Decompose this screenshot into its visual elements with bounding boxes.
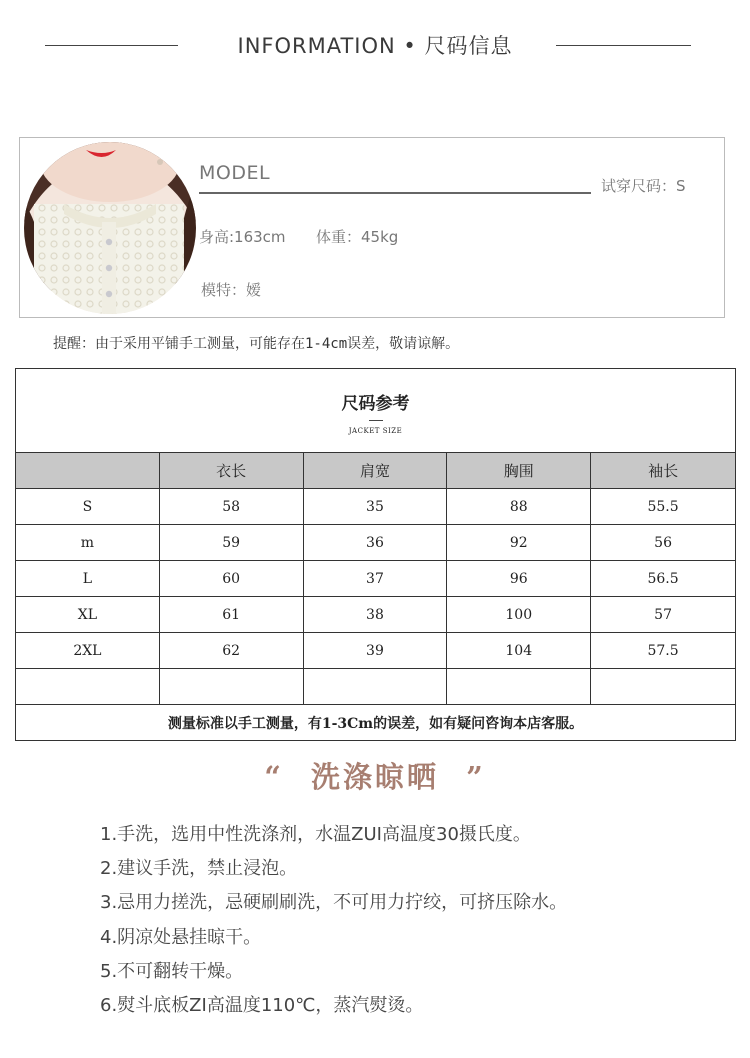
value-cell: 88 [447, 489, 591, 525]
table-row [16, 633, 736, 669]
column-header: 衣长 [159, 453, 303, 489]
empty-cell [447, 669, 591, 705]
value-cell: 57.5 [591, 633, 736, 669]
page-title: INFORMATION • 尺码信息 [237, 34, 513, 58]
wash-instruction: 3.忌用力搓洗，忌硬刷刷洗，不可用力拧绞，可挤压除水。 [100, 892, 568, 914]
column-header: 袖长 [591, 453, 736, 489]
column-header [16, 453, 160, 489]
empty-cell [16, 669, 160, 705]
size-cell: L [16, 561, 160, 597]
size-table [15, 368, 736, 741]
value-cell: 57 [591, 597, 736, 633]
value-cell: 55.5 [591, 489, 736, 525]
close-quote: ” [466, 760, 486, 794]
measurement-notice: 提醒：由于采用平铺手工测量，可能存在1-4cm误差，敬请谅解。 [53, 336, 460, 352]
model-weight: 体重：45kg [316, 228, 399, 246]
value-cell: 39 [303, 633, 447, 669]
wash-instruction: 4.阴凉处悬挂晾干。 [100, 926, 262, 948]
empty-table-row [16, 669, 736, 705]
column-header: 肩宽 [303, 453, 447, 489]
size-table-subtitle: JACKET SIZE [348, 426, 403, 435]
value-cell: 35 [303, 489, 447, 525]
value-cell: 104 [447, 633, 591, 669]
wash-instruction: 6.熨斗底板ZI高温度110℃，蒸汽熨烫。 [100, 994, 424, 1016]
column-header: 胸围 [447, 453, 591, 489]
model-photo [24, 142, 196, 314]
header-right-rule [556, 45, 691, 46]
size-table-title-row [16, 369, 736, 453]
empty-cell [303, 669, 447, 705]
size-cell: 2XL [16, 633, 160, 669]
model-underline [199, 192, 591, 194]
wash-instruction: 1.手洗，选用中性洗涤剂，水温ZUI高温度30摄氏度。 [100, 824, 531, 845]
value-cell: 59 [159, 525, 303, 561]
value-cell: 37 [303, 561, 447, 597]
size-table-header [16, 453, 736, 489]
value-cell: 36 [303, 525, 447, 561]
model-label: MODEL [199, 162, 271, 184]
wash-instruction: 2.建议手洗，禁止浸泡。 [100, 858, 298, 880]
try-size: 试穿尺码：S [601, 177, 686, 195]
size-table-title-dash [369, 420, 383, 421]
value-cell: 56 [591, 525, 736, 561]
size-cell: XL [16, 597, 160, 633]
value-cell: 38 [303, 597, 447, 633]
table-row [16, 489, 736, 525]
model-height: 身高:163cm [199, 228, 286, 246]
size-table-title: 尺码参考 [341, 393, 410, 414]
size-table-footer-row [16, 705, 736, 741]
wash-title-text: 洗涤晾晒 [310, 760, 439, 794]
value-cell: 92 [447, 525, 591, 561]
value-cell: 96 [447, 561, 591, 597]
size-table-footer: 测量标准以手工测量，有1-3Cm的误差，如有疑问咨询本店客服。 [16, 705, 736, 741]
value-cell: 60 [159, 561, 303, 597]
value-cell: 100 [447, 597, 591, 633]
size-table-title-cell [16, 369, 736, 453]
wash-instructions [100, 818, 567, 1023]
wash-section-title [0, 755, 750, 796]
empty-cell [591, 669, 736, 705]
wash-instruction: 5.不可翻转干燥。 [100, 960, 244, 982]
table-row [16, 525, 736, 561]
size-cell: S [16, 489, 160, 525]
value-cell: 58 [159, 489, 303, 525]
empty-cell [159, 669, 303, 705]
value-cell: 56.5 [591, 561, 736, 597]
model-avatar [24, 142, 196, 314]
size-cell: m [16, 525, 160, 561]
table-row [16, 597, 736, 633]
value-cell: 61 [159, 597, 303, 633]
table-row [16, 561, 736, 597]
model-name: 模特：嫒 [201, 281, 262, 299]
value-cell: 62 [159, 633, 303, 669]
open-quote: “ [264, 760, 284, 794]
